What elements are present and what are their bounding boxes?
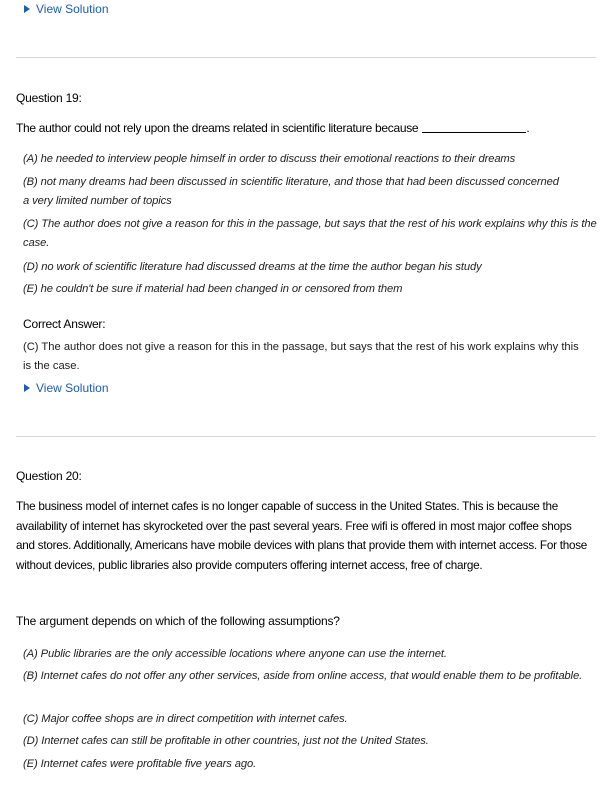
question-stem-text: The author could not rely upon the dreams related in scientific literature because: [16, 121, 419, 135]
choice-b: (B) Internet cafes do not offer any other services, aside from online access, that would enable them to be profitable.: [23, 670, 583, 682]
choice-b: (B) not many dreams had been discussed in scientific literature, and those that had been discussed concerned a very limited number of topics: [23, 176, 559, 207]
question-passage: The business model of internet cafes is no longer capable of success in the United States. This is because the availability of internet has skyrocketed over the past several years. Free wifi is offered in most major coffee shops and stores. Additionally, Americans have mobile devices with plans that provide them with internet access. For those without devices, public libraries also provide computers offering internet access, free of charge.: [16, 500, 588, 572]
question-stem: The argument depends on which of the following assumptions?: [16, 614, 340, 628]
question-stem: [16, 121, 594, 135]
view-solution-label: View Solution: [36, 381, 109, 395]
view-solution-link-q18[interactable]: [24, 2, 109, 16]
divider: [16, 436, 596, 437]
choice-a: (A) he needed to interview people himself in order to discuss their emotional reactions to their dreams: [23, 153, 516, 165]
question-title: Question 20:: [16, 469, 82, 483]
correct-answer-text: (C) The author does not give a reason for this in the passage, but says that the rest of his work explains why this is the case.: [23, 341, 579, 372]
choice-d: (D) Internet cafes can still be profitable in other countries, just not the United States.: [23, 735, 429, 747]
stem-end: .: [526, 121, 530, 135]
answer-blank: [422, 122, 526, 133]
choice-e: (E) Internet cafes were profitable five years ago.: [23, 758, 257, 770]
view-solution-link-q19[interactable]: [24, 381, 109, 395]
question-title: Question 19:: [16, 91, 82, 105]
view-solution-label: View Solution: [36, 2, 109, 16]
choice-e: (E) he couldn't be sure if material had been changed in or censored from them: [23, 283, 403, 295]
choice-c: (C) Major coffee shops are in direct competition with internet cafes.: [23, 713, 348, 725]
choice-d: (D) no work of scientific literature had discussed dreams at the time the author began his study: [23, 261, 482, 273]
correct-answer-label: Correct Answer:: [23, 317, 106, 331]
choice-a: (A) Public libraries are the only accessible locations where anyone can use the internet.: [23, 648, 447, 660]
choice-c: (C) The author does not give a reason for this in the passage, but says that the rest of his work explains why this is the case.: [23, 218, 597, 249]
divider: [16, 57, 596, 58]
expand-triangle-icon: [24, 5, 30, 13]
expand-triangle-icon: [24, 384, 30, 392]
